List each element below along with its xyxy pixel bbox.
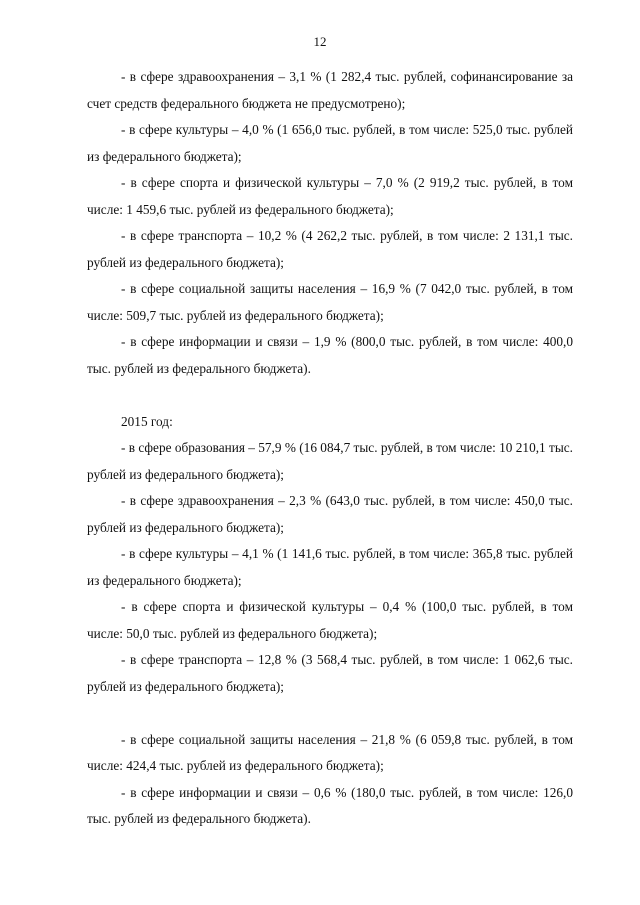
page-number: 12 — [313, 34, 327, 49]
list-item: - в сфере социальной защиты населения – 16,9 % (7 042,0 тыс. рублей, в том числе: 509,7 тыс. рублей из федерального бюджета); — [87, 281, 573, 323]
list-item: - в сфере спорта и физической культуры – 7,0 % (2 919,2 тыс. рублей, в том числе: 1 459,6 тыс. рублей из федерального бюджета); — [87, 175, 573, 217]
list-item: - в сфере здравоохранения – 3,1 % (1 282,4 тыс. рублей, софинансирование за счет средств федерального бюджета не предусмотрено); — [87, 69, 573, 111]
list-item: - в сфере культуры – 4,1 % (1 141,6 тыс. рублей, в том числе: 365,8 тыс. рублей из федерального бюджета); — [87, 546, 573, 588]
document-body — [87, 64, 573, 833]
list-item: - в сфере транспорта – 12,8 % (3 568,4 тыс. рублей, в том числе: 1 062,6 тыс. рублей из федерального бюджета); — [87, 652, 573, 694]
list-item: - в сфере спорта и физической культуры – 0,4 % (100,0 тыс. рублей, в том числе: 50,0 тыс. рублей из федерального бюджета); — [87, 599, 573, 641]
list-item: - в сфере социальной защиты населения – 21,8 % (6 059,8 тыс. рублей, в том числе: 424,4 тыс. рублей из федерального бюджета); — [87, 731, 573, 773]
list-item: - в сфере транспорта – 10,2 % (4 262,2 тыс. рублей, в том числе: 2 131,1 тыс. рублей из федерального бюджета); — [87, 228, 573, 270]
spacer — [87, 382, 573, 409]
list-item: - в сфере образования – 57,9 % (16 084,7 тыс. рублей, в том числе: 10 210,1 тыс. рублей из федерального бюджета); — [87, 440, 573, 482]
list-item: - в сфере здравоохранения – 2,3 % (643,0 тыс. рублей, в том числе: 450,0 тыс. рублей из федерального бюджета); — [87, 493, 573, 535]
list-item: - в сфере культуры – 4,0 % (1 656,0 тыс. рублей, в том числе: 525,0 тыс. рублей из федерального бюджета); — [87, 122, 573, 164]
spacer — [87, 700, 573, 727]
list-item: - в сфере информации и связи – 1,9 % (800,0 тыс. рублей, в том числе: 400,0 тыс. рублей из федерального бюджета). — [87, 334, 573, 376]
list-item: - в сфере информации и связи – 0,6 % (180,0 тыс. рублей, в том числе: 126,0 тыс. рублей из федерального бюджета). — [87, 784, 573, 826]
year-heading: 2015 год: — [121, 413, 173, 429]
